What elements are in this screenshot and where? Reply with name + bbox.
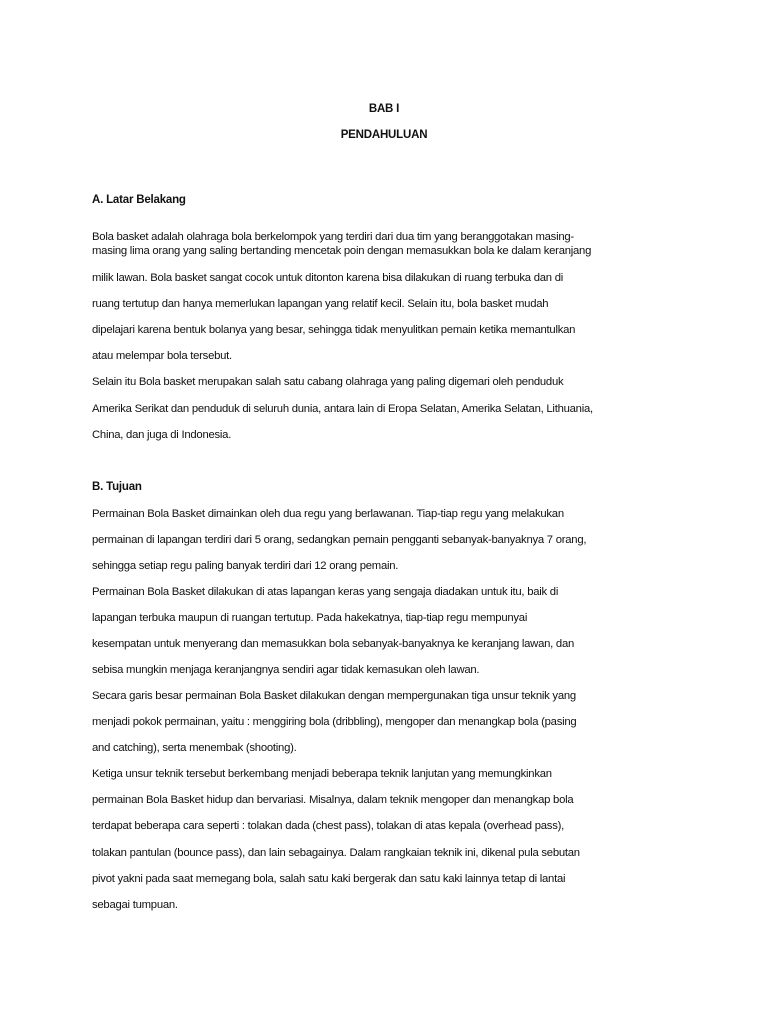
paragraph-line: kesempatan untuk menyerang dan memasukkan bola sebanyak-banyaknya ke keranjang lawan, dan — [92, 638, 575, 650]
paragraph-line: sebisa mungkin menjaga keranjangnya sendiri agar tidak kemasukan oleh lawan. — [92, 664, 480, 676]
paragraph-line: and catching), serta menembak (shooting). — [92, 742, 297, 754]
paragraph-line: ruang tertutup dan hanya memerlukan lapangan yang relatif kecil. Selain itu, bola basket mudah — [92, 298, 549, 310]
paragraph-line: pivot yakni pada saat memegang bola, salah satu kaki bergerak dan satu kaki lainnya tetap di lantai — [92, 873, 566, 885]
paragraph-line: Permainan Bola Basket dimainkan oleh dua regu yang berlawanan. Tiap-tiap regu yang melakukan — [92, 508, 564, 520]
paragraph-line: atau melempar bola tersebut. — [92, 350, 232, 362]
paragraph-line: Bola basket adalah olahraga bola berkelompok yang terdiri dari dua tim yang beranggotakan masing- — [92, 231, 574, 243]
paragraph-line: lapangan terbuka maupun di ruangan tertutup. Pada hakekatnya, tiap-tiap regu mempunyai — [92, 612, 528, 624]
paragraph-line: sehingga setiap regu paling banyak terdiri dari 12 orang pemain. — [92, 560, 399, 572]
paragraph-line: Permainan Bola Basket dilakukan di atas lapangan keras yang sengaja diadakan untuk itu, baik di — [92, 586, 559, 598]
paragraph-line: masing lima orang yang saling bertanding mencetak poin dengan memasukkan bola ke dalam keranjang — [92, 245, 592, 257]
chapter-title: PENDAHULUAN — [340, 129, 428, 141]
chapter-number: BAB I — [368, 103, 400, 115]
paragraph-line: menjadi pokok permainan, yaitu : menggiring bola (dribbling), mengoper dan menangkap bola (pasing — [92, 716, 577, 728]
paragraph-line: permainan Bola Basket hidup dan bervariasi. Misalnya, dalam teknik mengoper dan menangkap bola — [92, 794, 574, 806]
paragraph-line: sebagai tumpuan. — [92, 899, 178, 911]
paragraph-line: Amerika Serikat dan penduduk di seluruh dunia, antara lain di Eropa Selatan, Amerika Selatan, Lithuania, — [92, 403, 593, 415]
section-b-heading: B. Tujuan — [92, 481, 142, 493]
paragraph-line: tolakan pantulan (bounce pass), dan lain sebagainya. Dalam rangkaian teknik ini, dikenal pula sebutan — [92, 847, 580, 859]
paragraph-line: Secara garis besar permainan Bola Basket dilakukan dengan mempergunakan tiga unsur teknik yang — [92, 690, 576, 702]
paragraph-line: milik lawan. Bola basket sangat cocok untuk ditonton karena bisa dilakukan di ruang terbuka dan di — [92, 272, 563, 284]
section-a-heading: A. Latar Belakang — [92, 194, 186, 206]
paragraph-line: terdapat beberapa cara seperti : tolakan dada (chest pass), tolakan di atas kepala (overhead pass), — [92, 820, 564, 832]
paragraph-line: Ketiga unsur teknik tersebut berkembang menjadi beberapa teknik lanjutan yang memungkinkan — [92, 768, 552, 780]
paragraph-line: China, dan juga di Indonesia. — [92, 429, 232, 441]
paragraph-line: permainan di lapangan terdiri dari 5 orang, sedangkan pemain pengganti sebanyak-banyaknya 7 orang, — [92, 534, 587, 546]
paragraph-line: Selain itu Bola basket merupakan salah satu cabang olahraga yang paling digemari oleh penduduk — [92, 376, 564, 388]
paragraph-line: dipelajari karena bentuk bolanya yang besar, sehingga tidak menyulitkan pemain ketika memantulkan — [92, 324, 576, 336]
